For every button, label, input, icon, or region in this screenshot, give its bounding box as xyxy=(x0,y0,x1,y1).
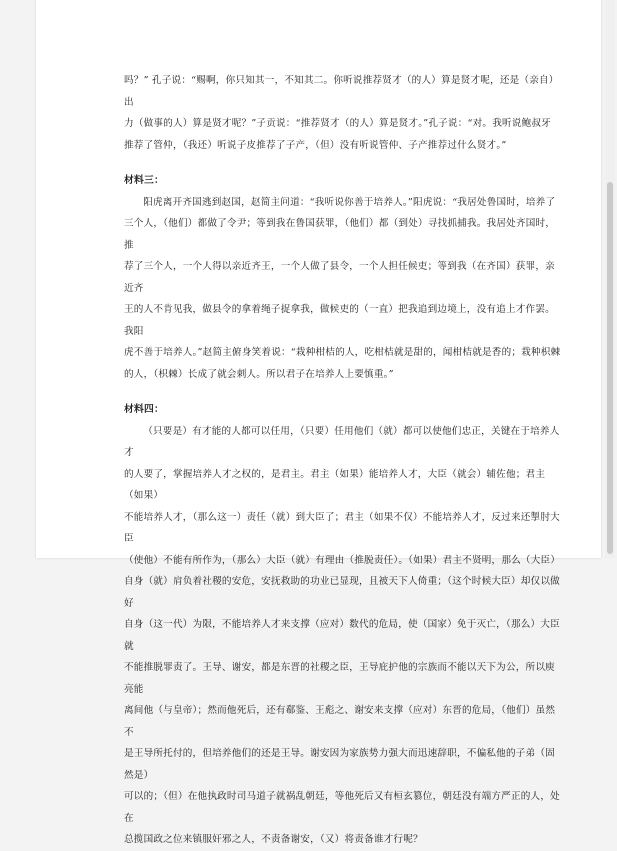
section4-heading: 材料四： xyxy=(124,404,164,415)
section3-heading: 材料三： xyxy=(124,175,164,186)
section4-line-1: （只要是）有才能的人都可以任用，（只要）任用他们（就）都可以使他们忠正，关键在于培养人才 xyxy=(124,425,560,458)
section4-line-4: （使他）不能有所作为，（那么）大臣（就）有理由（推脱责任）。（如果）君主不贤明，那么（大臣） xyxy=(124,554,561,566)
section3-line-5: 虎不善于培养人。”赵简主俯身笑着说：“栽种柑桔的人，吃柑桔就是甜的，闻柑桔就是香的；栽种枳棘 xyxy=(124,347,561,358)
scrollbar-thumb[interactable] xyxy=(607,182,613,554)
section3-line-6: 的人，（枳棘）长成了就会刺人。所以君子在培养人上要慎重。” xyxy=(124,368,394,380)
section4-line-6: 自身（这一代）为限，不能培养人才来支撑（应对）数代的危局，使（国家）免于灭亡，（那么）大臣就 xyxy=(124,619,560,652)
intro-line-1: 吗？” 孔子说：“赐啊，你只知其一，不知其二。你听说推荐贤才（的人）算是贤才呢，还是（亲自）出 xyxy=(124,75,559,108)
vertical-scrollbar[interactable] xyxy=(605,0,615,558)
section4-line-11: 总揽国政之位来镇服奸邪之人，不责备谢安，（又）将责备谁才行呢？ xyxy=(124,834,423,845)
section4-line-10: 可以的；（但）在他执政时司马道子就祸乱朝廷，等他死后又有桓玄篡位，朝廷没有端方严正的人，处在 xyxy=(124,791,560,824)
section4-line-3: 不能培养人才，（那么这一）责任（就）到大臣了；君主（如果不仅）不能培养人才，反过来还掣肘大臣 xyxy=(124,511,560,544)
document-content xyxy=(124,70,564,851)
section4-line-2: 的人要了，掌握培养人才之权的，是君主。君主（如果）能培养人才，大臣（就会）辅佐他；君主（如果） xyxy=(124,468,546,501)
section4-line-5: 自身（就）肩负着社稷的安危，安抚救助的功业已显现，且被天下人倚重；（这个时候大臣）却仅以做好 xyxy=(124,576,560,609)
intro-line-3: 推荐了管仲，（我还）听说子皮推荐了子产，（但）没有听说管仲、子产推荐过什么贤才。” xyxy=(124,139,507,151)
section3-line-2: 三个人，（他们）都做了令尹；等到我在鲁国获罪，（他们）都（到处）寻找抓捕我。我居处齐国时，推 xyxy=(124,218,556,251)
section3-line-3: 荐了三个人，一个人得以亲近齐王，一个人做了县令，一个人担任候吏；等到我（在齐国）获罪，亲近齐 xyxy=(124,261,555,294)
section4-line-9: 是王导所托付的，但培养他们的还是王导。谢安因为家族势力强大而迅速辞职，不偏私他的子弟（固然是） xyxy=(124,748,555,781)
section4-line-8: 离间他（与皇帝）；然而他死后，还有郗鉴、王彪之、谢安来支撑（应对）东晋的危局，（他们）虽然不 xyxy=(124,705,556,738)
intro-line-2: 力（做事的人）算是贤才呢？”子贡说：“推荐贤才（的人）算是贤才。”孔子说：“对。我听说鲍叔牙 xyxy=(124,118,551,129)
document-page xyxy=(36,0,601,845)
section3-line-4: 王的人不肯见我，做县令的拿着绳子捉拿我，做候吏的（一直）把我追到边境上，没有追上才作罢。我阳 xyxy=(124,304,555,337)
section3-line-1: 阳虎离开齐国逃到赵国，赵简主问道：“我听说你善于培养人。”阳虎说：“我居处鲁国时，培养了 xyxy=(143,196,556,208)
section4-line-7: 不能推脱罪责了。王导、谢安，都是东晋的社稷之臣，王导庇护他的宗族而不能以天下为公，所以庾亮能 xyxy=(124,662,555,695)
